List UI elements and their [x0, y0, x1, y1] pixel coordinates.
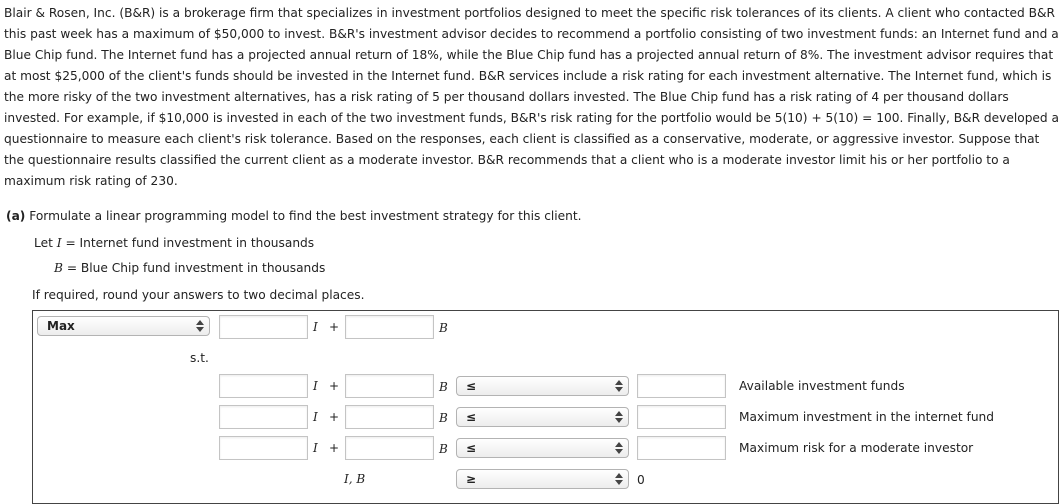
plus-sign: +	[329, 441, 340, 455]
var-b-label: B	[439, 321, 448, 335]
constraint-1-label: Available investment funds	[739, 379, 905, 393]
up-down-arrows-icon	[615, 380, 623, 392]
part-a-label: (a)	[6, 209, 26, 223]
constraint-2-coef-b-input[interactable]	[345, 405, 434, 429]
constraint-2-relation-select[interactable]: ≤	[456, 407, 629, 427]
constraint-3-label: Maximum risk for a moderate investor	[739, 441, 974, 455]
up-down-arrows-icon	[615, 442, 623, 454]
objective-coef-b-input[interactable]	[345, 315, 434, 339]
var-b-label: B	[439, 442, 448, 456]
constraint-2-rhs-input[interactable]	[637, 405, 726, 429]
constraint-2-coef-i-input[interactable]	[219, 405, 308, 429]
up-down-arrows-icon	[615, 473, 623, 485]
up-down-arrows-icon	[196, 320, 204, 332]
constraint-1-relation-select[interactable]: ≤	[456, 376, 629, 396]
part-a-text: Formulate a linear programming model to find the best investment strategy for this client.	[29, 209, 582, 223]
constraint-1-coef-b-input[interactable]	[345, 374, 434, 398]
constraint-1-rhs-input[interactable]	[637, 374, 726, 398]
part-a-prompt	[6, 206, 582, 226]
nonnegativity-relation-select[interactable]: ≥	[456, 469, 629, 489]
variable-definition-i: Let I = Internet fund investment in thousands	[34, 236, 315, 250]
var-i-label: I	[313, 379, 318, 393]
constraint-3-coef-i-input[interactable]	[219, 436, 308, 460]
constraint-3-relation-select[interactable]: ≤	[456, 438, 629, 458]
constraint-3-rhs-input[interactable]	[637, 436, 726, 460]
var-i-label: I	[313, 410, 318, 424]
subject-to-label: s.t.	[190, 351, 209, 365]
up-down-arrows-icon	[615, 411, 623, 423]
var-b-label: B	[439, 411, 448, 425]
rounding-instruction: If required, round your answers to two decimal places.	[32, 288, 365, 302]
nonnegativity-rhs: 0	[637, 473, 645, 487]
constraint-3-coef-b-input[interactable]	[345, 436, 434, 460]
var-i-label: I	[313, 320, 318, 334]
variable-definition-b: B = Blue Chip fund investment in thousands	[54, 261, 326, 275]
plus-sign: +	[329, 320, 340, 334]
constraint-1-coef-i-input[interactable]	[219, 374, 308, 398]
nonnegativity-vars: I, B	[344, 472, 366, 486]
constraint-2-label: Maximum investment in the internet fund	[739, 410, 995, 424]
plus-sign: +	[329, 410, 340, 424]
lp-model-panel	[32, 310, 1059, 504]
objective-coef-i-input[interactable]	[219, 315, 308, 339]
problem-statement: Blair & Rosen, Inc. (B&R) is a brokerage firm that specializes in investment portfolios designed to meet the specific risk tolerances of its clients. A client who contacted B&R this past week has a maximum of $50,000 to invest. B&R's investment advisor decides to recommend a portfolio consisting of two investment funds: an Internet fund and a Blue Chip fund. The Internet fund has a projected annual return of 18%, while the Blue Chip fund has a projected annual return of 8%. The investment advisor requires that at most $25,000 of the client's funds should be invested in the Internet fund. B&R services include a risk rating for each investment alternative. The Internet fund, which is the more risky of the two investment alternatives, has a risk rating of 5 per thousand dollars invested. The Blue Chip fund has a risk rating of 4 per thousand dollars invested. For example, if $10,000 is invested in each of the two investment funds, B&R's risk rating for the portfolio would be 5(10) + 5(10) = 100. Finally, B&R developed a questionnaire to measure each client's risk tolerance. Based on the responses, each client is classified as a conservative, moderate, or aggressive investor. Suppose that the questionnaire results classified the current client as a moderate investor. B&R recommends that a client who is a moderate investor limit his or her portfolio to a maximum risk rating of 230.	[4, 6, 1060, 188]
var-b-label: B	[439, 380, 448, 394]
objective-type-select[interactable]: Max	[37, 316, 210, 336]
var-i-label: I	[313, 441, 318, 455]
plus-sign: +	[329, 379, 340, 393]
